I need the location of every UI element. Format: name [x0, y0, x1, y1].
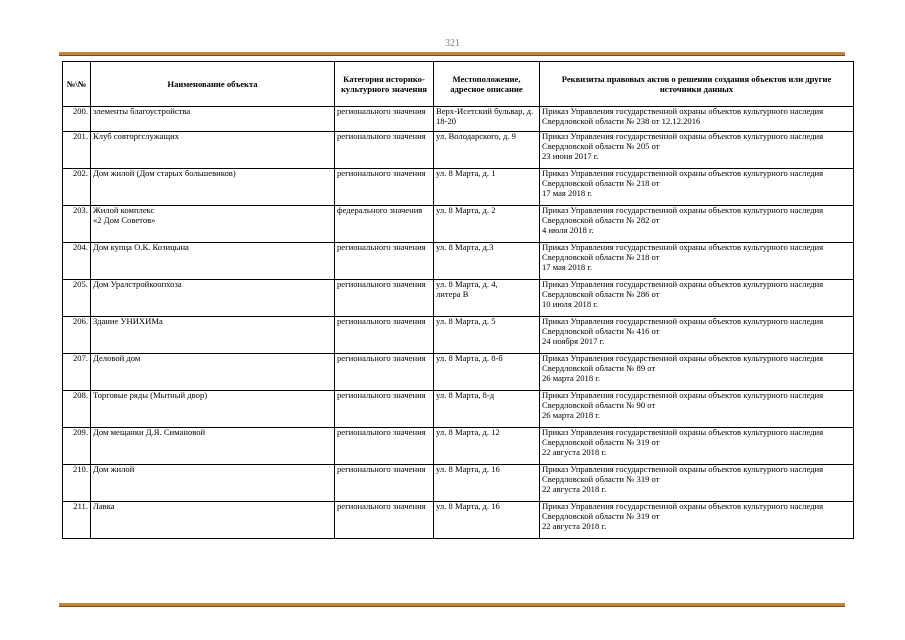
object-location: ул. 8 Марта, д. 8-б [434, 354, 540, 391]
column-header-name: Наименование объекта [91, 62, 335, 107]
table-row [63, 317, 854, 354]
object-location: ул. 8 Марта, д. 2 [434, 206, 540, 243]
object-category: регионального значения [335, 391, 434, 428]
row-number: 204. [63, 243, 91, 280]
object-category: регионального значения [335, 280, 434, 317]
object-location: Верх-Исетский бульвар, д. 18-20 [434, 107, 540, 132]
object-name: Клуб совторгслужащих [91, 132, 335, 169]
row-number: 202. [63, 169, 91, 206]
row-number: 205. [63, 280, 91, 317]
object-name: Торговые ряды (Мытный двор) [91, 391, 335, 428]
object-legal-act: Приказ Управления государственной охраны объектов культурного наследия Свердловской области № 286 от 10 июля 2018 г. [540, 280, 854, 317]
object-name: Дом жилой (Дом старых большевиков) [91, 169, 335, 206]
object-category: регионального значения [335, 502, 434, 539]
table-row [63, 132, 854, 169]
object-name: Дом Уралстройкоопхоза [91, 280, 335, 317]
row-number: 201. [63, 132, 91, 169]
table-row [63, 428, 854, 465]
row-number: 206. [63, 317, 91, 354]
object-name: элементы благоустройства [91, 107, 335, 132]
object-category: регионального значения [335, 107, 434, 132]
object-name: Деловой дом [91, 354, 335, 391]
row-number: 211. [63, 502, 91, 539]
table-row [63, 243, 854, 280]
object-legal-act: Приказ Управления государственной охраны объектов культурного наследия Свердловской области № 416 от 24 ноября 2017 г. [540, 317, 854, 354]
row-number: 208. [63, 391, 91, 428]
row-number: 203. [63, 206, 91, 243]
table-row [63, 107, 854, 132]
row-number: 210. [63, 465, 91, 502]
table-row [63, 391, 854, 428]
table-row [63, 354, 854, 391]
table-row [63, 502, 854, 539]
row-number: 200. [63, 107, 91, 132]
object-name: Жилой комплекс «2 Дом Советов» [91, 206, 335, 243]
object-category: регионального значения [335, 465, 434, 502]
object-legal-act: Приказ Управления государственной охраны объектов культурного наследия Свердловской области № 89 от 26 марта 2018 г. [540, 354, 854, 391]
object-category: регионального значения [335, 428, 434, 465]
object-location: ул. 8 Марта, д. 4, литера В [434, 280, 540, 317]
table-header-row [63, 62, 854, 107]
table-row [63, 465, 854, 502]
object-location: ул. 8 Марта, д.3 [434, 243, 540, 280]
column-header-location: Местоположение, адресное описание [434, 62, 540, 107]
object-location: ул. Володарского, д. 9 [434, 132, 540, 169]
object-legal-act: Приказ Управления государственной охраны объектов культурного наследия Свердловской области № 218 от 17 мая 2018 г. [540, 243, 854, 280]
row-number: 209. [63, 428, 91, 465]
header-rule [59, 52, 845, 56]
footer-rule [59, 603, 845, 607]
object-category: федерального значения [335, 206, 434, 243]
heritage-objects-table [62, 61, 854, 539]
object-name: Лавка [91, 502, 335, 539]
object-location: ул. 8 Марта, д. 5 [434, 317, 540, 354]
object-category: регионального значения [335, 317, 434, 354]
object-legal-act: Приказ Управления государственной охраны объектов культурного наследия Свердловской области № 319 от 22 августа 2018 г. [540, 465, 854, 502]
column-header-category: Категория историко-культурного значения [335, 62, 434, 107]
object-name: Дом купца О.К. Козицына [91, 243, 335, 280]
object-legal-act: Приказ Управления государственной охраны объектов культурного наследия Свердловской области № 238 от 12.12.2016 [540, 107, 854, 132]
page-number: 321 [445, 38, 460, 49]
object-name: Дом жилой [91, 465, 335, 502]
object-location: ул. 8 Марта, д. 16 [434, 502, 540, 539]
object-category: регионального значения [335, 132, 434, 169]
object-category: регионального значения [335, 354, 434, 391]
column-header-legal-acts: Реквизиты правовых актов о решении создания объектов или другие источники данных [540, 62, 854, 107]
object-legal-act: Приказ Управления государственной охраны объектов культурного наследия Свердловской области № 205 от 23 июня 2017 г. [540, 132, 854, 169]
object-legal-act: Приказ Управления государственной охраны объектов культурного наследия Свердловской области № 319 от 22 августа 2018 г. [540, 502, 854, 539]
object-location: ул. 8 Марта, д. 1 [434, 169, 540, 206]
object-legal-act: Приказ Управления государственной охраны объектов культурного наследия Свердловской области № 282 от 4 июля 2018 г. [540, 206, 854, 243]
object-name: Здание УНИХИМа [91, 317, 335, 354]
object-legal-act: Приказ Управления государственной охраны объектов культурного наследия Свердловской области № 319 от 22 августа 2018 г. [540, 428, 854, 465]
table-row [63, 169, 854, 206]
object-name: Дом мещанки Д.Я. Симановой [91, 428, 335, 465]
object-location: ул. 8 Марта, д. 16 [434, 465, 540, 502]
object-legal-act: Приказ Управления государственной охраны объектов культурного наследия Свердловской области № 90 от 26 марта 2018 г. [540, 391, 854, 428]
object-category: регионального значения [335, 169, 434, 206]
table-row [63, 280, 854, 317]
row-number: 207. [63, 354, 91, 391]
object-location: ул. 8 Марта, д. 12 [434, 428, 540, 465]
object-location: ул. 8 Марта, 8-д [434, 391, 540, 428]
object-category: регионального значения [335, 243, 434, 280]
table-row [63, 206, 854, 243]
column-header-number: №\№ [63, 62, 91, 107]
object-legal-act: Приказ Управления государственной охраны объектов культурного наследия Свердловской области № 218 от 17 мая 2018 г. [540, 169, 854, 206]
